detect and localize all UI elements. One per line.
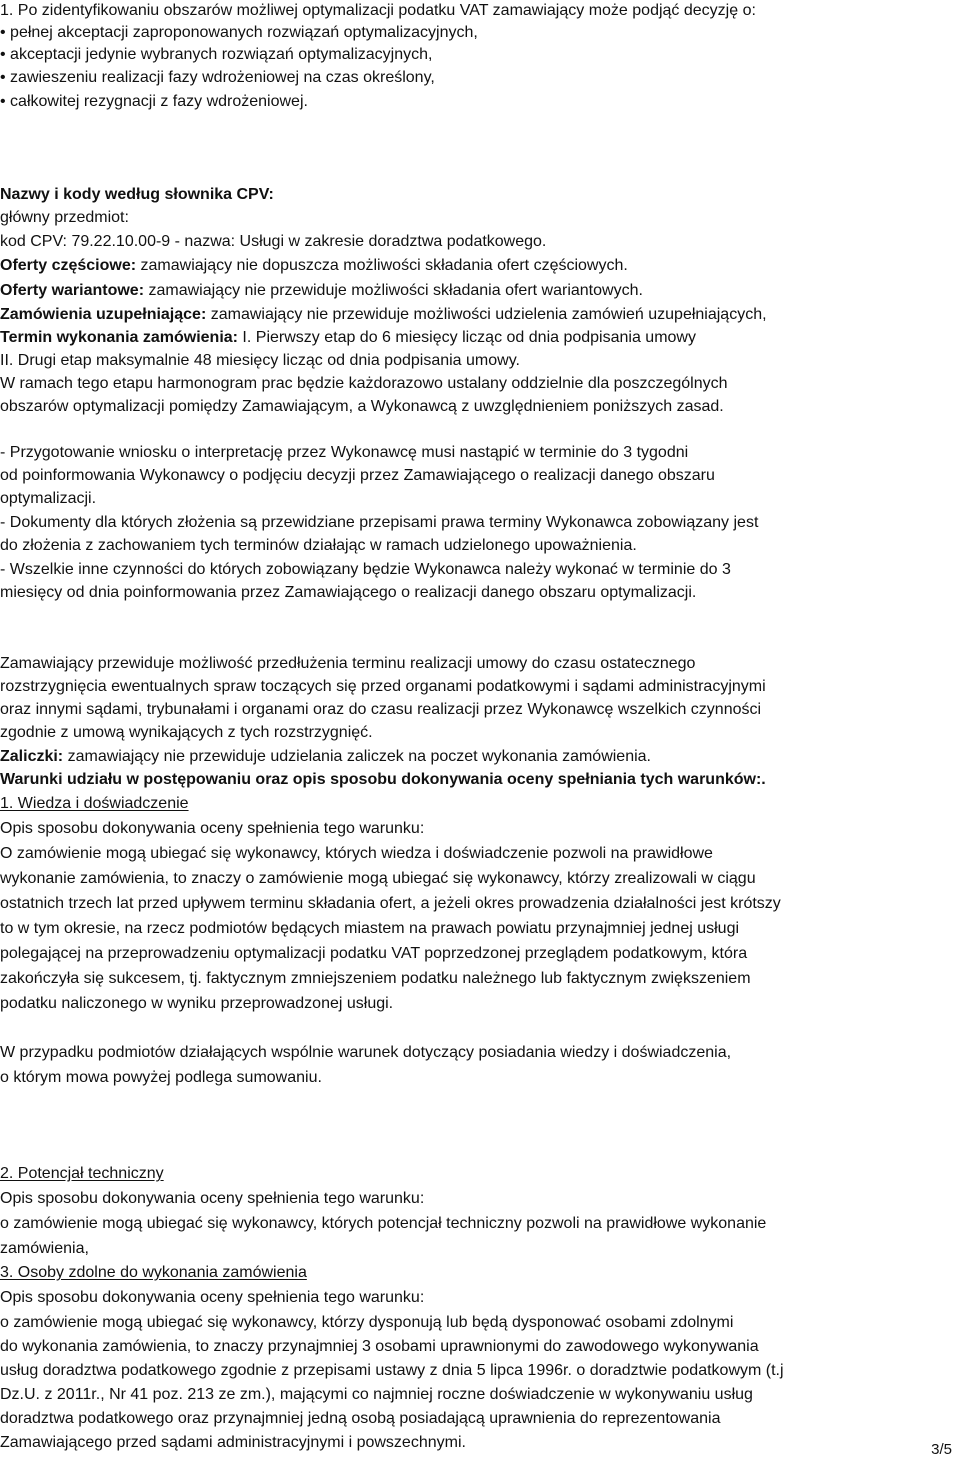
partial-offers-line xyxy=(0,257,628,275)
section1-body-line: polegającej na przeprowadzeniu optymalizacji podatku VAT poprzedzonej przeglądem podatkowym, która xyxy=(0,945,748,962)
intro-bullet: • pełnej akceptacji zaproponowanych rozwiązań optymalizacyjnych, xyxy=(0,24,478,41)
extension-line: Zamawiający przewiduje możliwość przedłużenia terminu realizacji umowy do czasu ostatecznego xyxy=(0,655,696,672)
section1-body-line: O zamówienie mogą ubiegać się wykonawcy, których wiedza i doświadczenie pozwoli na prawidłowe xyxy=(0,845,713,862)
cpv-code-line: kod CPV: 79.22.10.00-9 - nazwa: Usługi w zakresie doradztwa podatkowego. xyxy=(0,233,547,250)
section3-body-line: do wykonania zamówienia, to znaczy przynajmniej 3 osobami uprawnionymi do zawodowego wykonywania xyxy=(0,1338,759,1355)
section1-body-line: to w tym okresie, na rzecz podmiotów będących miastem na prawach powiatu przynajmniej jednej usługi xyxy=(0,920,740,937)
variant-offers-label: Oferty wariantowe: xyxy=(0,282,145,299)
extension-line: zgodnie z umową wynikających z tych rozstrzygnięć. xyxy=(0,724,373,741)
rule-line: od poinformowania Wykonawcy o podjęciu decyzji przez Zamawiającego o realizacji danego obszaru xyxy=(0,467,715,484)
section2-body-line: o zamówienie mogą ubiegać się wykonawcy, których potencjał techniczny pozwoli na prawidłowe wykonanie xyxy=(0,1215,767,1232)
partial-offers-text: zamawiający nie dopuszcza możliwości składania ofert częściowych. xyxy=(136,257,628,274)
section1-title: 1. Wiedza i doświadczenie xyxy=(0,795,189,812)
partial-offers-label: Oferty częściowe: xyxy=(0,257,137,274)
section1-body-line: wykonanie zamówienia, to znaczy o zamówienie mogą ubiegać się wykonawcy, którzy zrealizowali w ciągu xyxy=(0,870,756,887)
page-number: 3/5 xyxy=(931,1441,952,1458)
supplementary-orders-label: Zamówienia uzupełniające: xyxy=(0,306,207,323)
section3-body-line: doradztwa podatkowego oraz przynajmniej jedną osobą posiadającą uprawnienia do reprezentowania xyxy=(0,1410,721,1427)
section2-title: 2. Potencjał techniczny xyxy=(0,1165,164,1182)
intro-bullet: • akceptacji jedynie wybranych rozwiązań optymalizacyjnych, xyxy=(0,46,433,63)
term-label: Termin wykonania zamówienia: xyxy=(0,329,238,346)
conditions-heading: Warunki udziału w postępowaniu oraz opis sposobu dokonywania oceny spełniania tych warunków:. xyxy=(0,771,766,788)
variant-offers-text: zamawiający nie przewiduje możliwości składania ofert wariantowych. xyxy=(144,282,643,299)
section2-body-line: zamówienia, xyxy=(0,1240,89,1257)
section1-body-line: ostatnich trzech lat przed upływem terminu składania ofert, a jeżeli okres prowadzenia działalności jest krótszy xyxy=(0,895,781,912)
extension-line: oraz innymi sądami, trybunałami i organami oraz do czasu realizacji przez Wykonawcę wszelkich czynności xyxy=(0,701,762,718)
schedule-line: W ramach tego etapu harmonogram prac będzie każdorazowo ustalany oddzielnie dla poszczególnych xyxy=(0,375,728,392)
section1-body-line: zakończyła się sukcesem, tj. faktycznym zmniejszeniem podatku należnego lub faktycznym zwiększeniem xyxy=(0,970,751,987)
section1-body-line: podatku naliczonego w wyniku przeprowadzonej usługi. xyxy=(0,995,394,1012)
section3-body-line: usług doradztwa podatkowego zgodnie z przepisami ustawy z dnia 5 lipca 1996r. o doradztwie podatkowym (t.j xyxy=(0,1362,784,1379)
supplementary-orders-line xyxy=(0,306,767,324)
supplementary-orders-text: zamawiający nie przewiduje możliwości udzielenia zamówień uzupełniających, xyxy=(206,306,767,323)
cpv-main-label: główny przedmiot: xyxy=(0,209,129,226)
term-line xyxy=(0,329,696,347)
rule-line: - Dokumenty dla których złożenia są przewidziane przepisami prawa terminy Wykonawca zobowiązany jest xyxy=(0,514,759,531)
advances-line xyxy=(0,748,651,766)
section3-body-line: Dz.U. z 2011r., Nr 41 poz. 213 ze zm.), mającymi co najmniej roczne doświadczenie w wykonywaniu usług xyxy=(0,1386,753,1403)
section3-desc-label: Opis sposobu dokonywania oceny spełnienia tego warunku: xyxy=(0,1289,425,1306)
section1-joint-line: W przypadku podmiotów działających wspólnie warunek dotyczący posiadania wiedzy i doświadczenia, xyxy=(0,1044,732,1061)
rule-line: miesięcy od dnia poinformowania przez Zamawiającego o realizacji danego obszaru optymalizacji. xyxy=(0,584,697,601)
section3-body-line: o zamówienie mogą ubiegać się wykonawcy, którzy dysponują lub będą dysponować osobami zdolnymi xyxy=(0,1314,734,1331)
intro-bullet: • całkowitej rezygnacji z fazy wdrożeniowej. xyxy=(0,93,308,110)
rule-line: optymalizacji. xyxy=(0,490,97,507)
term-stage2: II. Drugi etap maksymalnie 48 miesięcy licząc od dnia podpisania umowy. xyxy=(0,352,520,369)
section3-title: 3. Osoby zdolne do wykonania zamówienia xyxy=(0,1264,307,1281)
term-text: I. Pierwszy etap do 6 miesięcy licząc od dnia podpisania umowy xyxy=(237,329,696,346)
intro-line: 1. Po zidentyfikowaniu obszarów możliwej optymalizacji podatku VAT zamawiający może podjąć decyzję o: xyxy=(0,2,756,19)
rule-line: - Przygotowanie wniosku o interpretację przez Wykonawcę musi nastąpić w terminie do 3 tygodni xyxy=(0,444,689,461)
section1-joint-line: o którym mowa powyżej podlega sumowaniu. xyxy=(0,1069,322,1086)
variant-offers-line xyxy=(0,282,643,300)
advances-label: Zaliczki: xyxy=(0,748,64,765)
schedule-line: obszarów optymalizacji pomiędzy Zamawiającym, a Wykonawcą z uwzględnieniem poniższych zasad. xyxy=(0,398,724,415)
advances-text: zamawiający nie przewiduje udzielania zaliczek na poczet wykonania zamówienia. xyxy=(63,748,651,765)
section3-body-line: Zamawiającego przed sądami administracyjnymi i powszechnymi. xyxy=(0,1434,466,1451)
rule-line: do złożenia z zachowaniem tych terminów działając w ramach udzielonego upoważnienia. xyxy=(0,537,637,554)
cpv-heading: Nazwy i kody według słownika CPV: xyxy=(0,186,274,203)
intro-bullet: • zawieszeniu realizacji fazy wdrożeniowej na czas określony, xyxy=(0,69,435,86)
extension-line: rozstrzygnięcia ewentualnych spraw toczących się przed organami podatkowymi i sądami administracyjnymi xyxy=(0,678,766,695)
rule-line: - Wszelkie inne czynności do których zobowiązany będzie Wykonawca należy wykonać w terminie do 3 xyxy=(0,561,731,578)
section1-desc-label: Opis sposobu dokonywania oceny spełnienia tego warunku: xyxy=(0,820,425,837)
section2-desc-label: Opis sposobu dokonywania oceny spełnienia tego warunku: xyxy=(0,1190,425,1207)
